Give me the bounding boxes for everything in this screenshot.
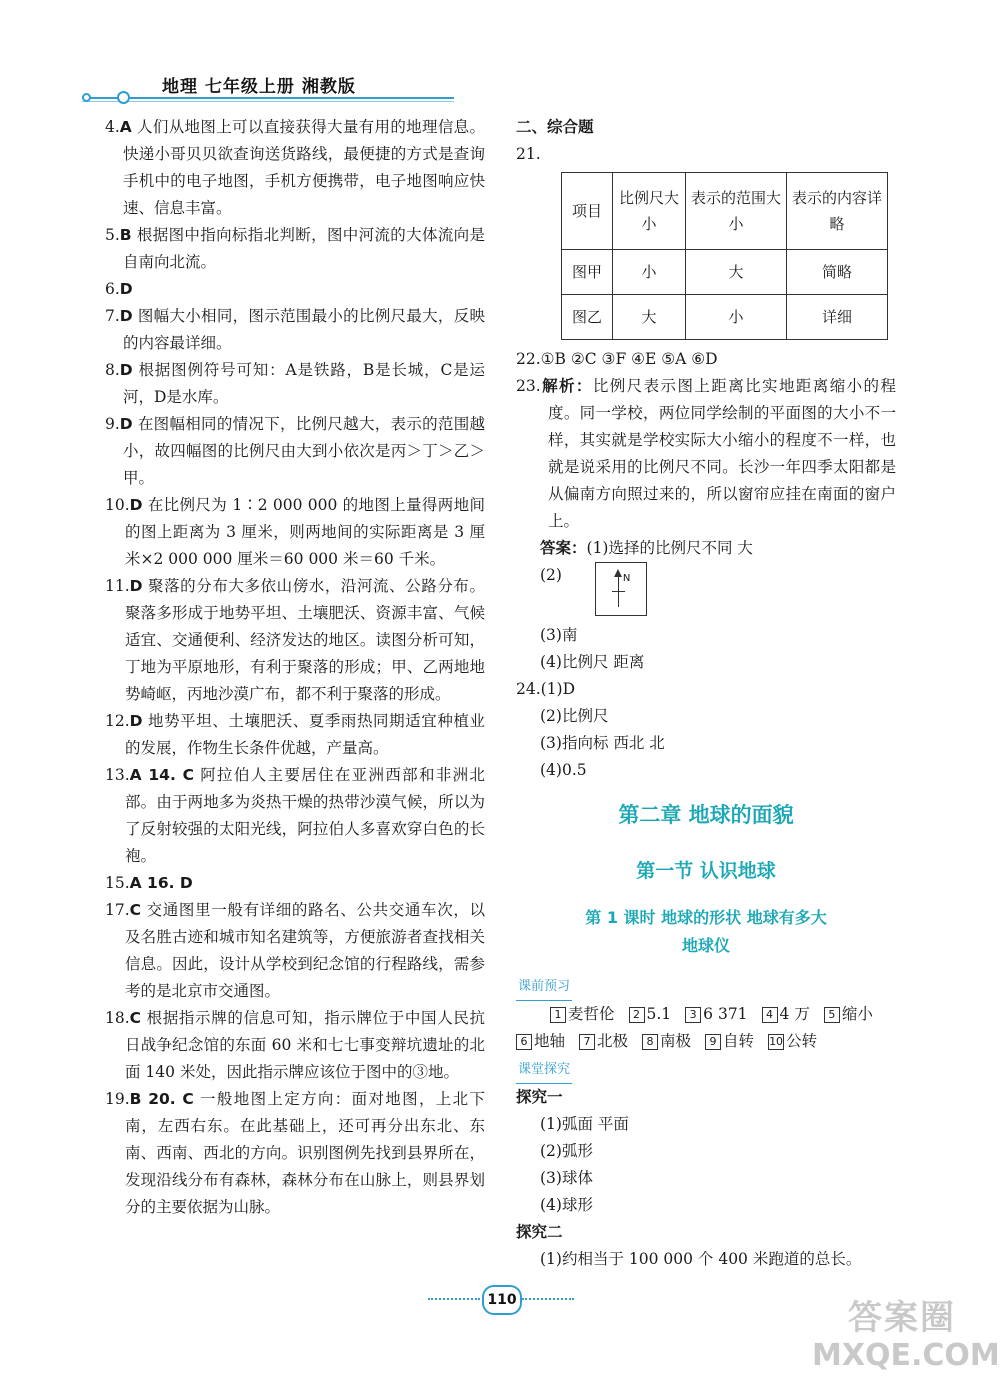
preview-text: 地轴	[534, 1032, 566, 1050]
answer-item	[105, 762, 485, 870]
item-explanation: 人们从地图上可以直接获得大量有用的地理信息。快递小哥贝贝欲查询送货路线，最便捷的方式是查询手机中的电子地图，手机方便携带，电子地图响应快速、信息丰富。	[123, 118, 485, 217]
table-header-row	[562, 173, 888, 250]
preview-answer	[642, 1032, 691, 1050]
question-23	[516, 373, 896, 535]
table-header-cell: 项目	[562, 173, 613, 250]
item-number: 19.	[105, 1090, 130, 1108]
item-explanation: 图幅大小相同，图示范围最小的比例尺最大，反映的内容最详细。	[123, 307, 485, 352]
footer-dots-right	[522, 1298, 574, 1300]
item-answer: D	[119, 361, 133, 379]
answer-line-1	[516, 535, 896, 562]
item-number: 12.	[105, 712, 130, 730]
preview-answer	[685, 1005, 747, 1023]
preview-row-1	[516, 1001, 896, 1028]
preview-answer	[705, 1032, 754, 1050]
analysis-text: 比例尺表示图上距离比实地距离缩小的程度。同一学校，两位同学绘制的平面图的大小不一样，其实就是学校实际大小缩小的程度不一样，也就是说采用的比例尺不同。长沙一年四季太阳都是从偏南方向照过来的，所以窗帘应挂在南面的窗户上。	[548, 377, 896, 530]
item-number: 7.	[105, 307, 120, 325]
answer-item	[105, 276, 485, 303]
preview-text: 南极	[660, 1032, 692, 1050]
section-title: 二、综合题	[516, 118, 594, 136]
answer-2-label: (2)	[540, 566, 562, 584]
page-header	[0, 0, 1000, 110]
item-answer: B	[119, 226, 132, 244]
explore-2-list	[516, 1246, 896, 1273]
table-cell: 大	[613, 295, 686, 340]
item-number: 4.	[105, 118, 120, 136]
answer-item	[105, 303, 485, 357]
item-number: 15.	[105, 874, 130, 892]
question-22: 22.①B ②C ③F ④E ⑤A ⑥D	[516, 350, 718, 368]
item-explanation: 交通图里一般有详细的路名、公共交通车次，以及名胜古迹和城市知名建筑等，方便旅游者查找相关信息。因此，设计从学校到纪念馆的行程路线，需参考的是北京市交通图。	[125, 901, 485, 1000]
item-explanation: 在图幅相同的情况下，比例尺越大，表示的范围越小，故四幅图的比例尺由大到小依次是丙＞丁＞乙＞甲。	[123, 415, 485, 487]
item-number: 8.	[105, 361, 120, 379]
preview-tag: 课前预习	[516, 973, 572, 1001]
preview-answer	[824, 1005, 873, 1023]
number-box-icon: 9	[705, 1034, 721, 1050]
item-answer: D	[119, 307, 133, 325]
table-cell: 图甲	[562, 250, 613, 295]
watermark-logo: 答案圈	[848, 1298, 956, 1338]
page-number: 110	[482, 1285, 522, 1315]
answer-1: (1)选择的比例尺不同 大	[586, 539, 753, 557]
section-heading: 第一节 认识地球	[636, 860, 776, 882]
table-cell: 小	[613, 250, 686, 295]
north-arrow-icon	[595, 562, 647, 616]
preview-answer	[516, 1032, 565, 1050]
lesson-subtitle: 地球仪	[681, 936, 730, 955]
chapter-title: 第二章 地球的面貌	[618, 803, 794, 827]
item-answer: D	[129, 496, 143, 514]
explore-item: (3)球体	[540, 1169, 593, 1187]
preview-row-2	[516, 1028, 896, 1055]
right-column	[516, 114, 896, 1273]
item-answer: D	[119, 415, 133, 433]
item-answer: C	[129, 1009, 142, 1027]
preview-text: 5.1	[646, 1005, 672, 1023]
book-title: 地理 七年级上册 湘教版	[162, 77, 356, 97]
header-rule	[82, 97, 454, 99]
header-ring-icon	[117, 91, 130, 104]
answer-item	[105, 357, 485, 411]
number-box-icon: 4	[762, 1007, 778, 1023]
answer-label: 答案：	[540, 539, 587, 557]
number-box-icon: 10	[769, 1035, 784, 1048]
explore-1-heading: 探究一	[516, 1088, 563, 1106]
preview-text: 公转	[786, 1032, 818, 1050]
watermark-url: MXQE.COM	[812, 1338, 1000, 1373]
header-dot-icon	[82, 93, 91, 102]
item-explanation: 阿拉伯人主要居住在亚洲西部和非洲北部。由于两地多为炎热干燥的热带沙漠气候，所以为了反射较强的太阳光线，阿拉伯人多喜欢穿白色的长袍。	[125, 766, 486, 865]
north-label: N	[622, 573, 631, 584]
answer-item	[105, 492, 485, 573]
table-cell: 图乙	[562, 295, 613, 340]
item-answer: D	[129, 577, 143, 595]
answer-item	[105, 870, 485, 897]
preview-answer	[768, 1032, 817, 1050]
question-24-2: (2)比例尺	[540, 707, 609, 725]
preview-answer	[629, 1005, 672, 1023]
number-box-icon: 5	[824, 1007, 840, 1023]
item-number: 18.	[105, 1009, 130, 1027]
item-number: 6.	[105, 280, 120, 298]
preview-text: 4 万	[779, 1005, 810, 1023]
scale-comparison-table	[561, 172, 888, 340]
preview-text: 缩小	[841, 1005, 873, 1023]
answer-4: (4)比例尺 距离	[540, 653, 645, 671]
preview-answer	[579, 1032, 628, 1050]
header-rule-thin	[82, 101, 454, 102]
footer-dots-left	[428, 1298, 480, 1300]
table-header-cell: 比例尺大小	[613, 173, 686, 250]
explore-item: (4)球形	[540, 1196, 593, 1214]
explore-2-heading: 探究二	[516, 1223, 563, 1241]
table-cell: 小	[686, 295, 787, 340]
table-header-cell: 表示的范围大小	[686, 173, 787, 250]
explore-1-list	[516, 1111, 896, 1219]
item-number: 13.	[105, 766, 130, 784]
answer-item	[105, 222, 485, 276]
preview-answer	[762, 1005, 810, 1023]
answer-item	[105, 411, 485, 492]
item-number: 9.	[105, 415, 120, 433]
item-answer: A 16. D	[129, 874, 193, 892]
number-box-icon: 3	[685, 1007, 701, 1023]
table-row	[562, 295, 888, 340]
analysis-label: 解析：	[540, 377, 593, 395]
item-explanation: 聚落的分布大多依山傍水，沿河流、公路分布。聚落多形成于地势平坦、土壤肥沃、资源丰富、气候适宜、交通便利、经济发达的地区。读图分析可知，丁地为平原地形，有利于聚落的形成；甲、乙两地地势崎岖，丙地沙漠广布，都不利于聚落的形成。	[125, 577, 485, 703]
item-answer: C	[129, 901, 142, 919]
number-box-icon: 8	[642, 1034, 658, 1050]
item-number: 17.	[105, 901, 130, 919]
explore-item: (1)弧面 平面	[540, 1115, 629, 1133]
question-23-label: 23.	[516, 377, 541, 395]
preview-text: 6 371	[703, 1005, 748, 1023]
item-answer: A	[119, 118, 132, 136]
answer-item	[105, 114, 485, 222]
number-box-icon: 1	[550, 1007, 566, 1023]
item-number: 5.	[105, 226, 120, 244]
number-box-icon: 6	[516, 1034, 532, 1050]
table-cell: 详细	[787, 295, 888, 340]
answer-3: (3)南	[540, 626, 578, 644]
table-cell: 大	[686, 250, 787, 295]
question-24-3: (3)指向标 西北 北	[540, 734, 665, 752]
explore-item: (1)约相当于 100 000 个 400 米跑道的总长。	[540, 1250, 862, 1268]
preview-text: 自转	[723, 1032, 755, 1050]
table-header-cell: 表示的内容详略	[787, 173, 888, 250]
preview-answer	[550, 1005, 615, 1023]
item-explanation: 在比例尺为 1∶2 000 000 的地图上量得两地间的图上距离为 3 厘米，则两地间的实际距离是 3 厘米×2 000 000 厘米＝60 000 米＝60 千米。	[125, 496, 485, 568]
answer-item	[105, 1086, 485, 1221]
number-box-icon: 7	[579, 1034, 595, 1050]
preview-text: 北极	[597, 1032, 629, 1050]
preview-text: 麦哲伦	[568, 1005, 615, 1023]
item-answer: D	[129, 712, 143, 730]
item-answer: A 14. C	[129, 766, 194, 784]
item-explanation: 根据指示牌的信息可知，指示牌位于中国人民抗日战争纪念馆的东面 60 米和七七事变辩坑遗址的北面 140 米处，因此指示牌应该位于图中的③地。	[125, 1009, 485, 1081]
item-number: 11.	[105, 577, 130, 595]
lesson-title: 第 1 课时 地球的形状 地球有多大	[585, 908, 827, 927]
item-answer: B 20. C	[129, 1090, 194, 1108]
explore-item: (2)弧形	[540, 1142, 593, 1160]
item-explanation: 一般地图上定方向：面对地图，上北下南，左西右东。在此基础上，还可再分出东北、东南、西南、西北的方向。识别图例先找到县界所在，发现沿线分布有森林，森林分布在山脉上，则县界划分的主要依据为山脉。	[125, 1090, 485, 1216]
table-cell: 简略	[787, 250, 888, 295]
explore-tag: 课堂探究	[516, 1056, 572, 1084]
answer-item	[105, 897, 485, 1005]
answer-item	[105, 708, 485, 762]
question-24-1: 24.(1)D	[516, 680, 576, 698]
answer-item	[105, 573, 485, 708]
item-explanation: 根据图例符号可知：A是铁路，B是长城，C是运河，D是水库。	[123, 361, 485, 406]
answer-line-2	[516, 562, 896, 622]
question-21-label: 21.	[516, 145, 541, 163]
item-explanation: 根据图中指向标指北判断，图中河流的大体流向是自南向北流。	[123, 226, 485, 271]
question-24-4: (4)0.5	[540, 761, 587, 779]
left-column	[105, 114, 485, 1221]
item-number: 10.	[105, 496, 130, 514]
number-box-icon: 2	[629, 1007, 645, 1023]
item-explanation: 地势平坦、土壤肥沃、夏季雨热同期适宜种植业的发展，作物生长条件优越，产量高。	[125, 712, 485, 757]
table-row	[562, 250, 888, 295]
item-answer: D	[119, 280, 133, 298]
answer-item	[105, 1005, 485, 1086]
